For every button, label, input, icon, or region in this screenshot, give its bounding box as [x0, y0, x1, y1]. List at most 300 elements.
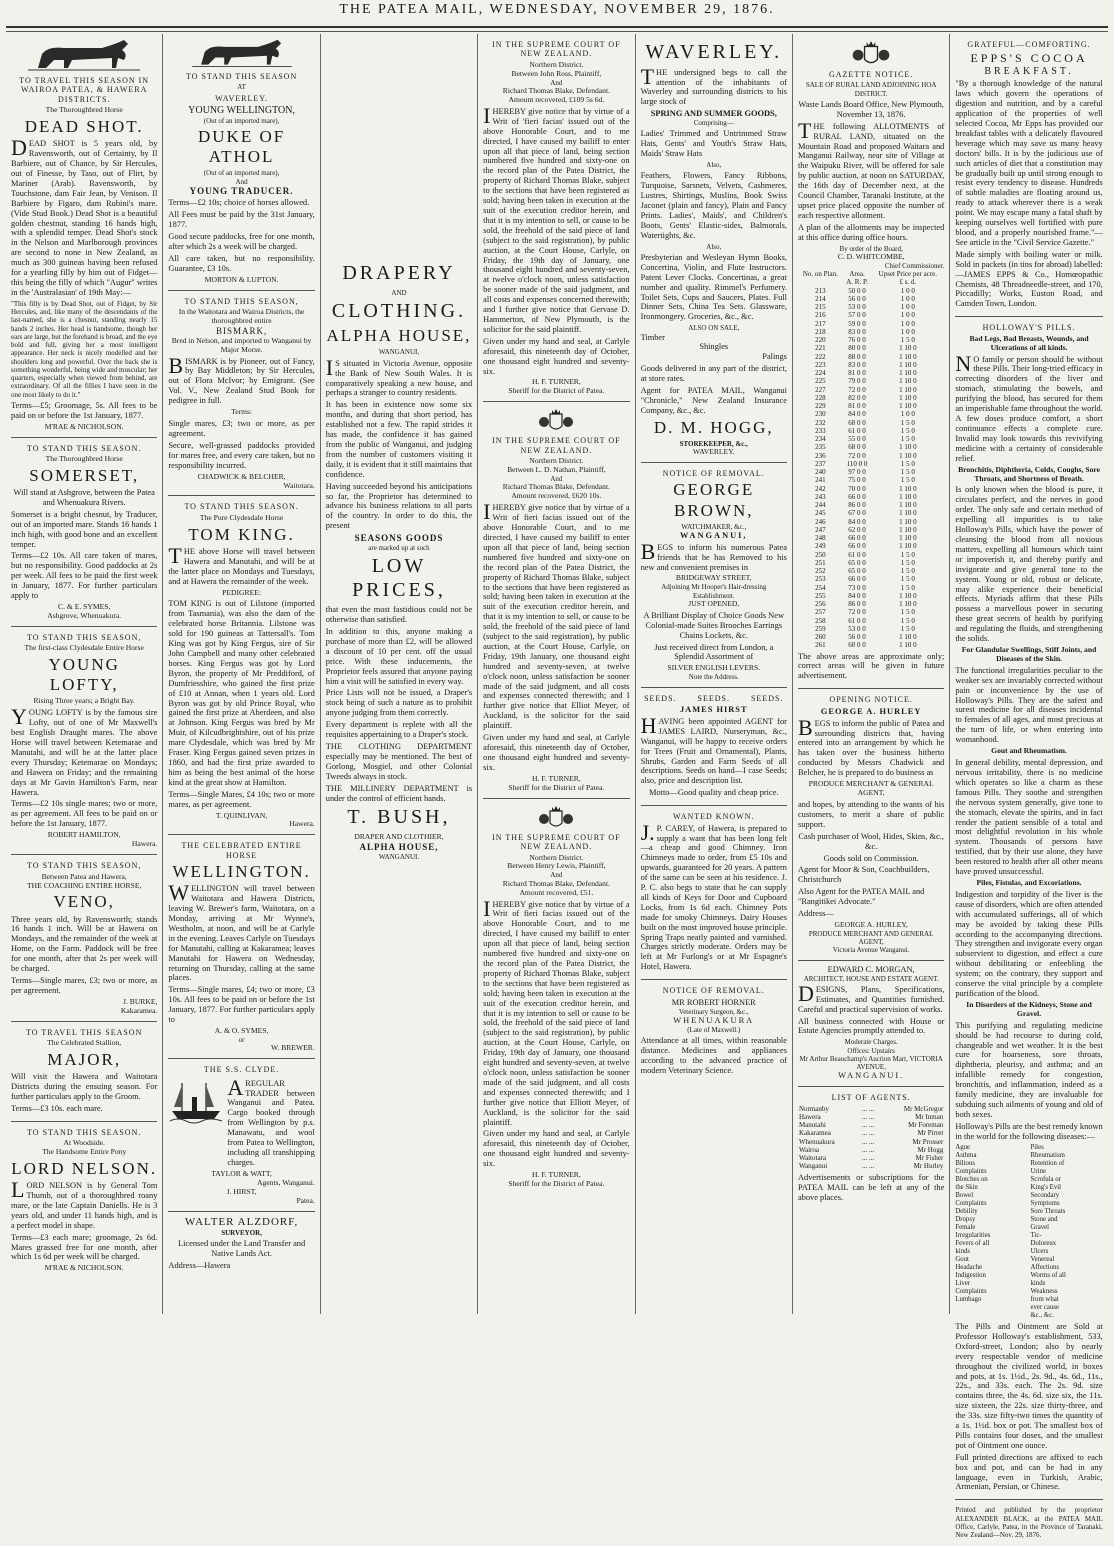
somerset-heading: TO STAND THIS SEASON.	[27, 443, 142, 453]
court-3-heading: IN THE SUPREME COURT OF NEW ZEALAND.	[492, 832, 621, 852]
gazette-body: THE following ALLOTMENTS of RURAL LAND, situated on the Mountain Road and proposed Waitara and Manganui Railway, near site of Village at the Waipuku River, will be offered for sale by public auction, at noon on SATURDAY, the 16th day of December next, at the Council Chamber, Taranaki Institute, at the upset price placed opposite the number of each respective allotment.	[797, 117, 945, 220]
marked-up: are marked up at such	[368, 543, 430, 552]
morgan-body: DESIGNS, Plans, Specifications, Estimates, and Quantities furnished. Careful and practical supervision of works.	[797, 980, 945, 1014]
ad-carey	[641, 806, 787, 980]
court-1-sheriff: Sheriff for the District of Patea.	[508, 386, 605, 396]
lot-number: 220	[815, 336, 826, 345]
steamship-icon	[168, 1077, 224, 1123]
lot-row	[798, 361, 944, 369]
athol-heading: TO STAND THIS SEASON	[185, 72, 298, 81]
court-3-body: IHEREBY give notice that by virtue of a Writ of fieri facias issued out of the above Honorable Court, and to me directed, I have caused my bailiff to enter upon all that piece of land, being section numbered five hundred and sixty-one on the record plan of the Patea District, the property of Richard Thomas Blake, subject to the sections that have been registered as sold; having been taken in execution at the suit of the execution creditor herein, and that it is my intention to sell or cause to be sold, the freehold of the said piece of land (subject to the said registration), by public auction, at the Court House, Carlyle, on Friday, 19th day of January, one thousand eight hundred and seventy-seven, at twelve o'clock noon, unless satisfaction be sooner made of the said judgment, and all costs and expenses connected therewith; and I further give notice that Elliott Meyer, of Auckland, is the solicitor for the said plaintiff.	[483, 895, 630, 1127]
lot-row	[798, 542, 944, 550]
lot-row	[798, 344, 944, 352]
ad-major	[11, 1022, 157, 1122]
morgan-name: EDWARD C. MORGAN,	[827, 964, 915, 974]
lot-price: 1 10 0	[899, 352, 917, 361]
lot-number: 254	[815, 583, 826, 592]
ad-agents	[798, 1087, 944, 1209]
lots-subheader-row	[798, 278, 944, 286]
ad-court-ross	[483, 34, 629, 402]
veno-signature: J. BURKE,	[123, 996, 158, 1006]
hurley-signature-role: PRODUCE MERCHANT AND GENERAL AGENT,	[808, 929, 934, 947]
disease-item: Dropsy	[955, 1215, 976, 1223]
morgan-sub: ARCHITECT, HOUSE AND ESTATE AGENT.	[803, 974, 939, 983]
lot-number: 224	[815, 369, 826, 378]
disease-item: Gout	[955, 1255, 969, 1263]
agent-dots: ... ...	[862, 1154, 875, 1163]
athol-at: AT	[237, 83, 246, 92]
holloway-b5: Indigestion and torpidity of the liver is the cause of disorders, which are often attended with accumulated sufferings, all of which may be avoided by taking these Pills according to the accompanying directions. They strengthen and invigorate every organ subservient to digestion, and effect a cure without debilitating or enfeebling the system; on the contrary, they support and conserve the vital principle by a complete purification of the blood.	[955, 889, 1103, 998]
agents-footnote: Advertisements or subscriptions for the PATEA MAIL can be left at any of the above places.	[797, 1172, 945, 1202]
lot-area: 84 0 0	[848, 591, 866, 600]
lot-price: 1 10 0	[899, 501, 917, 510]
lots-sub-price: £ s. d.	[899, 278, 917, 287]
tomking-heading: TO STAND THIS SEASON.	[184, 502, 299, 512]
holloway-b3: The functional irregularities peculiar to the weaker sex are invariably corrected without pain or inconvenience by the use of Holloway's Pills. They are the safest and surest medicine for all diseases incidental to females of all ages, and most precious at the turn of life, or when entering into womanhood.	[955, 665, 1103, 745]
lots-col-area: Area.	[849, 270, 865, 279]
lot-number: 251	[815, 558, 826, 567]
agent-row	[798, 1113, 944, 1121]
ad-court-lewis	[483, 799, 629, 1194]
court-2-heading: IN THE SUPREME COURT OF NEW ZEALAND.	[492, 436, 621, 455]
court-1-defendant: Richard Thomas Blake, Defendant.	[502, 86, 610, 96]
lot-area: 75 0 0	[848, 476, 866, 485]
lot-price: 1 10 0	[899, 402, 917, 411]
waverley-list-1: Ladies' Trimmed and Untrimmed Straw Hats, Gents' and Youth's Straw Hats, Maids' Straw Hats	[640, 129, 787, 159]
bush-house: ALPHA HOUSE,	[359, 841, 439, 852]
waverley-list-2: Feathers, Flowers, Fancy Ribbons, Turquoise, Sarsnets, Velvets, Cashmeres, Lustres, Shirtings, Muslins, Book Swiss Jaconet (plain and fancy), Plain and Fancy Prints. Ladies', Maids', and Children's Boots, Gents' Elastic-sides, Balmorals, Watertights, &c.	[640, 171, 787, 240]
lot-price: 1 0 0	[900, 303, 915, 312]
agents-heading: LIST OF AGENTS.	[831, 1093, 911, 1103]
lot-price: 1 10 0	[899, 517, 917, 526]
agent-name: Mr Prosser	[912, 1137, 944, 1146]
lot-number: 256	[815, 600, 826, 609]
brown-street: BRIDGEWAY STREET,	[675, 573, 752, 583]
lot-row	[798, 452, 944, 460]
hurley-cash: Cash purchaser of Wool, Hides, Skins, &c., &c.	[798, 831, 944, 851]
court-2-given: Given under my hand and seal, at Carlyle aforesaid, this nineteenth day of October, one thousand eight hundred and seventy-six.	[483, 733, 630, 772]
holloway-disease-list-left	[955, 1144, 1027, 1320]
column-4	[478, 34, 635, 1314]
lot-number: 236	[815, 451, 826, 460]
lot-number: 215	[815, 303, 826, 312]
gazette-signature-role: Chief Commissioner.	[884, 261, 945, 270]
court-3-defendant: Richard Thomas Blake, Defendant.	[502, 878, 610, 888]
column-5	[636, 34, 793, 1314]
athol-place: WAVERLEY.	[215, 93, 269, 103]
lot-row	[798, 386, 944, 394]
court-3-signature: H. F. TURNER,	[531, 1170, 581, 1180]
lot-row	[798, 617, 944, 625]
clyde-place: Patea.	[296, 1195, 315, 1205]
veno-sub: Between Patea and Hawera,	[41, 871, 127, 881]
lot-area: 86 0 0	[848, 501, 866, 510]
agent-row	[798, 1105, 944, 1113]
holloway-b2: Is only known when the blood is pure, it circulates perfect, and the nerves in good order. The only safe and certain method of expelling all impurities is to take Holloway's Pills, which have the power of cleansing the blood from all noxious matters, expelling all humours which taint or impoverish it, and thereby purify and invigorate and give general tone to the system. Young or old, robust or delicate, may alike experience their beneficial effects. Myriads affirm that these Pills possess a marvellous power in securing these great secrets of health by purifying and regulating the fluids, and strengthening the solids.	[955, 485, 1103, 644]
gazette-plan: A plan of the allotments may be inspected at this office during office hours.	[797, 222, 945, 242]
lot-row	[798, 641, 944, 649]
lot-area: 61 0 0	[848, 550, 866, 559]
lot-row	[798, 584, 944, 592]
masthead-rule-thin	[6, 31, 1108, 32]
court-3-district: Northern District.	[529, 852, 584, 862]
lot-row	[798, 476, 944, 484]
agent-name: Mr McGregor	[903, 1104, 944, 1113]
hirst-body: HAVING been appointed AGENT for JAMES LAIRD, Nurseryman, &c., Wanganui, will be happy to receive orders for Trees (Fruit and Ornamental), Plants, Shrubs, Garden and Farm Seeds of all descriptions. Seeds on hand—I case Seeds; also, price and description list.	[640, 712, 787, 786]
holloway-sold: The Pills and Ointment are Sold at Professor Holloway's establishment, 533, Oxford-street, London; also by nearly every respectable vendor of medicine throughout the civilized world, in boxes and pots, at 1s. 1½d., 2s. 9d., 4s. 6d., 11s., 22s., and 33s. each. The 2s. 9d. size contains three, the 4s. 6d. size six, the 11s. size sixteen, the 22s. size thirty-three, and the 33s. size fifty-two times the quantity of a 1s. 1½d. box or pot. The smallest box of Pills contains four doses, and the smallest pot of Ointment one ounce.	[955, 1321, 1103, 1450]
agent-row	[798, 1138, 944, 1146]
court-2-body: IHEREBY give notice that by virtue of a Writ of fieri facias issued out of the above Honorable Court, and to me directed, I have caused my bailiff to enter upon all that piece of land, being section numbered five hundred and sixty-one on the record plan of the Patea District, the property of Richard Thomas Blake, subject to the sections that have been registered as sold; having been taken in execution at the suit of the execution creditor herein, and that it is my intention to sell, or cause to be sold, the freehold of the said piece of land (subject to the said registration), by public auction, at the Court House, Carlyle, on Friday, 19th January, one thousand eight hundred and seventy-seven, at twelve o'clock noon, unless satisfaction be sooner made of the said judgment, and all costs and expenses connected therewith; and I further give notice that Elliot Meyer, of Auckland, is the solicitor for the said plaintiff.	[483, 499, 630, 731]
lot-row	[798, 608, 944, 616]
clothing-heading: CLOTHING.	[331, 299, 467, 322]
disease-item: Ague	[955, 1143, 971, 1151]
lots-sub-number	[798, 278, 843, 286]
disease-item: Ulcers	[1030, 1247, 1049, 1255]
lot-number: 216	[815, 311, 826, 320]
veno-heading: TO STAND THIS SEASON,	[27, 861, 142, 871]
court-2-sheriff: Sheriff for the District of Patea.	[508, 782, 605, 792]
lots-col-number: No. on Plan.	[802, 270, 838, 279]
brown-heading: NOTICE OF REMOVAL.	[662, 469, 765, 479]
veno-terms: Terms—Single mares, £3; two or more, as per agreement.	[11, 975, 158, 995]
lot-price: 1 5 0	[900, 550, 915, 559]
lot-area: 65 0 0	[848, 558, 866, 567]
bismark-signature: CHADWICK & BELCHER,	[197, 471, 286, 481]
ad-hurley	[798, 689, 944, 960]
tomking-pedigree: TOM KING is out of Lilstone (imported from Tasmania), was also the dam of the celebrated horse Britannia. Lilstone was sold for 190 guineas at Tattersall's. Tom King was got by King Fergus, sire of Sir John Campbell and many other celebrated horses. King Fergus was got by Lord Byron, the property of Mr Preddiford, of Dumfriesshire, who gained the first prize of £10 at Annan, when 1 years old. Lord Byron was got by old Prince Royal, who gained the first prize at Aberdeen, and also at Johnson. King Fergus was bred by Mr Muir, of Kilcudbrightshire, out of his prize mare Clydesdale, which was bred by Mr Fraser. King Fergus gained seven prizes in 1860, and had the first prize awarded to him as being the best animal of the horse kind at the great show at Hamilton.	[168, 599, 315, 787]
lot-row	[798, 353, 944, 361]
holloway-h3: For Glandular Swellings, Stiff Joints, and Diseases of the Skin.	[961, 644, 1097, 663]
imprint-box	[955, 1500, 1102, 1546]
royal-crest-icon	[536, 408, 576, 434]
lot-row	[798, 369, 944, 377]
athol-terms: Terms—£2 10s; choice of horses allowed.	[168, 198, 310, 208]
court-2-amount: Amount recovered, £620 10s.	[511, 491, 602, 501]
veno-name: VENO,	[53, 892, 115, 912]
major-terms: Terms—£3 10s. each mare.	[11, 1103, 103, 1113]
lot-row	[798, 625, 944, 633]
lot-price: 1 10 0	[899, 525, 917, 534]
lot-area: 66 0 0	[848, 534, 866, 543]
lots-body	[798, 287, 944, 650]
welly-heading: THE CELEBRATED ENTIRE HORSE	[181, 841, 302, 860]
column-6	[793, 34, 950, 1314]
lofty-body: YOUNG LOFTY is by the famous sire Lofty, out of one of Mr Maxwell's best English Draught mares. The above Horse will travel between Ketemarae and Manutahi, and will be at the latter place every Thursday; Ketemarae on Mondays; and Hawera on Friday; and the remaining days at Mr Gavin Hamilton's Farm, near Hawera.	[11, 704, 158, 797]
lot-price: 1 10 0	[899, 542, 917, 551]
holloway-h4: Gout and Rheumatism.	[991, 746, 1067, 756]
lot-price: 1 10 0	[899, 360, 917, 369]
epps-name: EPPS'S COCOA	[970, 51, 1088, 66]
lot-number: 255	[815, 591, 826, 600]
lot-area: 83 0 0	[848, 360, 866, 369]
lot-number: 261	[815, 641, 826, 650]
court-1-plaintiff: Between John Ross, Plaintiff,	[511, 68, 602, 78]
holloway-disease-list	[955, 1144, 1102, 1320]
lot-area: 79 0 0	[848, 377, 866, 386]
major-name: MAJOR,	[47, 1050, 122, 1070]
court-3-given: Given under my hand and seal, at Carlyle aforesaid, this nineteenth day of October, one thousand eight hundred and seventy-six.	[483, 1129, 630, 1169]
hurley-name: GEORGE A. HURLEY	[820, 706, 922, 716]
court-1-given: Given under my hand and seal, at Carlyle aforesaid, this nineteenth day of October, one thousand eight hundred and seventy-six.	[483, 336, 630, 376]
brown-list: A Brilliant Display of Choice Goods New Colonial-made Suites Brooches Earrings Chains Lockets, &c.	[643, 610, 784, 640]
disease-item: Weakness from what ever cause	[1030, 1287, 1060, 1311]
holloway-directions: Full printed directions are affixed to each box and pot, and can be had in any language, even in Turkish, Arabic, Armenian, Persian, or Chinese.	[955, 1452, 1103, 1492]
lot-number: 241	[815, 476, 826, 485]
court-2-defendant: Richard Thomas Blake, Defendant.	[502, 482, 610, 492]
disease-item: Worms of all kinds	[1030, 1271, 1066, 1287]
drapery-heading: DRAPERY	[342, 262, 456, 284]
agent-place: Normanby	[798, 1104, 829, 1113]
lot-row	[798, 518, 944, 526]
lot-row	[798, 501, 944, 509]
holloway-h6: In Disorders of the Kidneys, Stone and Gravel.	[966, 999, 1092, 1018]
athol-horse-1: YOUNG WELLINGTON,	[188, 105, 295, 117]
lot-row	[798, 377, 944, 385]
lot-price: 1 5 0	[900, 336, 915, 345]
clyde-heading: THE S.S. CLYDE.	[203, 1065, 280, 1075]
dead-shot-body: DEAD SHOT is 5 years old, by Ravensworth, out of Certainty, by Il Barbiere, out of Chance, by Sir Hercules, out of Finesse, by Taso, out of Flirt, by Mariner (Arab). Ravensworth, by Touchstone, dam Fair Jean, by Venison. Il Barbiere by Figaro, dam Rubini's mare. (Vide Stud Book.) Dead Shot is a beautiful golden chestnut, standing 16 hands high, with a splendid temper. Dead Shot's stock in the Nelson and Marlborough provinces are second to none in New Zealand, as much as 300 guineas having been refused for a yearling filly by him out of Fidget—this being the filly of which "Augur" writes in the 'Australasian' of 19th May:—	[11, 135, 158, 297]
brown-received: Just received direct from London, a Splendid Assortment of	[654, 642, 774, 662]
alpha-body-6: Price Lists will not be issued, a Draper's stock being of such a nature as to prohibit anyone judging from them correctly.	[325, 688, 473, 718]
court-2-plaintiff: Between L. D. Nathan, Plaintiff,	[507, 465, 606, 475]
agent-place: Hawera	[798, 1112, 821, 1121]
lot-number: 242	[815, 484, 826, 493]
lot-row	[798, 394, 944, 402]
horse-icon	[187, 38, 297, 70]
lot-number: 230	[815, 410, 826, 419]
lot-price: 1 0 0	[900, 294, 915, 303]
ad-duke-of-athol	[168, 34, 314, 291]
disease-item: Secondary Symptoms	[1030, 1191, 1060, 1207]
disease-item: Lumbago	[955, 1295, 982, 1303]
alpha-house-place: WANGANUI,	[378, 348, 420, 357]
lot-row	[798, 287, 944, 295]
agent-place: Manutahi	[798, 1121, 826, 1130]
waverley-shingles: Shingles	[699, 342, 729, 352]
imprint: Printed and published by the proprietor ALEXANDER BLACK, at the PATEA MAIL Office, Carlyle, Patea, in the Province of Taranaki, New Zealand—Nov. 29, 1876.	[955, 1506, 1103, 1540]
lot-number: 227	[815, 385, 826, 394]
agent-name: Mr Foreman	[908, 1121, 944, 1130]
bismark-heading: TO STAND THIS SEASON,	[184, 296, 299, 306]
lot-area: 81 0 0	[848, 402, 866, 411]
clyde-signature-1-role: Agents, Wanganui.	[257, 1177, 315, 1187]
columns	[6, 34, 1108, 1540]
tomking-pedigree-heading: PEDIGREE:	[222, 587, 261, 597]
lot-number: 217	[815, 319, 826, 328]
hurley-signature-address: Victoria Avenue Wanganui.	[832, 946, 910, 955]
somerset-location: Will stand at Ashgrove, between the Patea and Whenuakura Rivers.	[13, 488, 155, 507]
lot-price: 1 10 0	[899, 633, 917, 642]
court-3-and: And	[550, 871, 563, 880]
lot-price: 1 5 0	[900, 616, 915, 625]
holloway-h2: Bronchitis, Diphtheria, Colds, Coughs, Sore Throats, and Shortness of Breath.	[958, 464, 1100, 483]
nelson-body: LORD NELSON is by General Tom Thumb, out of a thoroughbred roany mare, or the late Captain Daniells. He is 3 years old, and under 11 hands high, and is a perfect model in shape.	[11, 1177, 158, 1230]
lot-price: 1 10 0	[899, 344, 917, 353]
hurley-heading: OPENING NOTICE.	[829, 695, 913, 705]
carey-heading: WANTED KNOWN.	[673, 812, 755, 822]
lot-row	[798, 526, 944, 534]
gazette-signature: C. D. WHITCOMBE,	[837, 251, 905, 261]
column-1	[6, 34, 163, 1314]
athol-fees: All Fees must be paid by the 31st January, 1877.	[168, 210, 315, 230]
disease-item: Asthma	[955, 1151, 977, 1159]
lot-number: 223	[815, 360, 826, 369]
brown-name: GEORGE BROWN,	[673, 480, 755, 520]
disease-item: Liver Complaints	[955, 1279, 987, 1295]
lot-price: 1 5 0	[900, 575, 915, 584]
lot-row	[798, 551, 944, 559]
ad-dead-shot	[11, 34, 157, 438]
horse-icon	[24, 38, 144, 74]
horner-place: WHENUAKURA	[673, 1015, 755, 1025]
ad-ss-clyde	[168, 1059, 314, 1211]
agent-dots: ... ...	[862, 1162, 875, 1171]
court-1-amount: Amount recovered, £109 5s 6d.	[508, 94, 605, 104]
court-1-signature: H. F. TURNER,	[531, 377, 581, 387]
carey-body: J.P. CAREY, of Hawera, is prepared to supply a want that has been long felt—a cheap and good Chimney. Iron Chimneys made to order, from £5 10s and upwards, guaranteed for 20 years. A pattern of the same can be seen at his residence. J. P. C. also begs to state that he can supply all kinds of Keys for Door and Cupboard Locks, from 1s 6d each. Chimney Pots made for smoky Chimneys. Dairy Houses built on the most improved house principle. Spring Traps neatly painted and varnished. Charges strictly moderate. Orders may be left at Mr Furlong's or at Mr Espagne's Hotel, Hawera.	[640, 819, 787, 972]
lot-row	[798, 460, 944, 468]
hurley-agent-1: Agent for Moor & Son, Coachbuilders, Christchurch	[797, 865, 930, 885]
athol-horse-2-sub: (Out of an imported mare),	[203, 169, 280, 178]
gazette-heading: GAZETTE NOTICE.	[828, 70, 914, 79]
hurley-signature: GEORGE A. HURLEY,	[834, 919, 908, 929]
column-7	[950, 34, 1107, 1540]
lot-area: 88 0 0	[848, 352, 866, 361]
lot-area: 86 0 0	[848, 600, 866, 609]
lot-area: 66 0 0	[848, 492, 866, 501]
column-3	[321, 34, 478, 1314]
disease-item: Venereal Affections	[1030, 1255, 1060, 1271]
hurley-body-2: and hopes, by attending to the wants of his customers, to merit a share of public support.	[797, 799, 945, 829]
hirst-motto: Motto—Good quality and cheap price.	[648, 788, 779, 798]
court-1-district: Northern District.	[529, 59, 584, 69]
lot-row	[798, 592, 944, 600]
alpha-body-4: that even the most fastidious could not be otherwise than satisfied.	[325, 605, 473, 625]
lot-area: 55 0 0	[848, 435, 866, 444]
agent-place: Whenuakura	[798, 1137, 835, 1146]
bismark-grass: Secure, well-grassed paddocks provided for mares free, and every care taken, but no responsibility incurred.	[168, 440, 315, 470]
lots-header-row	[798, 270, 944, 278]
nelson-heading: TO STAND THIS SEASON.	[27, 1127, 142, 1137]
ad-veno	[11, 855, 157, 1022]
lot-area: 59 0 0	[848, 319, 866, 328]
waverley-timber: Timber	[640, 332, 665, 342]
lofty-sub: The first-class Clydesdale Entire Horse	[24, 643, 144, 653]
clyde-signature-1: TAYLOR & WATT,	[211, 1168, 272, 1178]
lot-price: 1 5 0	[900, 608, 915, 617]
hurley-commission: Goods sold on Commission.	[823, 853, 919, 863]
bush-name: T. BUSH,	[347, 806, 451, 829]
hurley-body: BEGS to inform the public of Patea and surrounding districts that, having entered into an arrangement by which he has taken over the business hitherto conducted by Messrs Chadwick and Belcher, he is prepared to do business as	[797, 714, 945, 778]
somerset-terms: Terms—£2 10s. All care taken of mares, but no responsibility. Good paddocks at 2s per week. All fees to be paid the first week in January, 1877. For further particulars apply to	[11, 551, 158, 601]
lot-number: 222	[815, 352, 826, 361]
brown-silver: SILVER ENGLISH LEVERS.	[667, 663, 761, 673]
disease-item: Rheumatism	[1030, 1151, 1065, 1159]
bismark-terms-heading: Terms:	[231, 407, 253, 417]
ad-alpha-house	[326, 34, 472, 866]
masthead: THE PATEA MAIL, WEDNESDAY, NOVEMBER 29, 1876.	[339, 2, 775, 17]
athol-horse-3: YOUNG TRADUCER.	[189, 185, 294, 196]
disease-item: Blotches on the Skin	[955, 1175, 988, 1191]
column-2	[163, 34, 320, 1314]
lot-row	[798, 534, 944, 542]
lot-number: 253	[815, 575, 826, 584]
disease-item: Indigestion	[955, 1271, 986, 1279]
bismark-body: BISMARK is by Pioneer, out of Fancy, by Bay Middleton; by Sir Hercules, out of Flora McIvor; by Emigrant. (See Vol. V., New Zealand Stud Book for pedigree in full.	[168, 352, 315, 406]
lot-price: 1 10 0	[899, 509, 917, 518]
bismark-place: Waitotara.	[283, 480, 315, 490]
dead-shot-heading: TO TRAVEL THIS SEASON IN WAIROA PATEA, & HAWERA DISTRICTS.	[19, 76, 150, 104]
bush-sub: DRAPER AND CLOTHIER,	[354, 832, 444, 841]
court-3-plaintiff: Between Henry Lewis, Plaintiff,	[507, 861, 606, 871]
bismark-sub2: Bred in Nelson, and imported to Wanganui by Major Morse.	[171, 335, 312, 354]
agent-dots: ... ...	[862, 1129, 875, 1138]
court-1-and: And	[550, 78, 563, 87]
veno-place: Kakaramea.	[120, 1005, 158, 1015]
tomking-place: Hawera.	[289, 819, 315, 829]
alzdorf-body: Licensed under the Land Transfer and Native Lands Act.	[177, 1238, 306, 1258]
epps-body-2: Made simply with boiling water or milk. Sold in packets (in tins for abroad) labelled:—JAMES EPPS & Co., Homœopathic Chemists, 48 Threadneedle-street, and 170, Piccadilly; Works, Euston Road, and Camden Town, London.	[955, 249, 1103, 309]
lot-area: 84 0 0	[848, 410, 866, 419]
holloway-disease-list-right	[1031, 1144, 1103, 1320]
lot-area: 61 0 0	[848, 426, 866, 435]
lot-price: 1 5 0	[900, 435, 915, 444]
agent-name: Mr Hurley	[913, 1162, 944, 1171]
lot-area: 68 0 0	[848, 443, 866, 452]
lot-row	[798, 633, 944, 641]
court-2-and: And	[550, 475, 563, 484]
lot-area: 56 0 0	[848, 294, 866, 303]
lot-area: 57 0 0	[848, 311, 866, 320]
waverley-also-1: Also,	[706, 161, 722, 170]
morgan-place: WANGANUI.	[838, 1071, 905, 1081]
lot-price: 1 10 0	[899, 484, 917, 493]
lot-area: 76 0 0	[848, 336, 866, 345]
ad-george-brown	[641, 463, 787, 688]
lot-price: 1 5 0	[900, 459, 915, 468]
nelson-sub: At Woodside.	[63, 1138, 105, 1148]
lot-price: 1 0 0	[900, 286, 915, 295]
welly-terms: Terms—Single mares, £4; two or more, £3 10s. All fees to be paid on or before the 1st January, 1877. For further particulars apply to	[168, 985, 315, 1025]
tomking-signature: T. QUINLIVAN,	[215, 810, 268, 820]
waverley-comprising: Comprising—	[693, 119, 734, 128]
lot-row	[798, 336, 944, 344]
lot-area: 84 0 0	[848, 517, 866, 526]
disease-item: Piles	[1030, 1143, 1044, 1151]
ad-gazette	[798, 34, 944, 689]
lot-number: 218	[815, 327, 826, 336]
lots-table	[798, 270, 944, 650]
tomking-sub: The Pure Clydesdale Horse	[199, 512, 284, 522]
agent-row	[798, 1162, 944, 1170]
brown-adjoining: Adjoining Mr Hooper's Hair-dressing Establishment.	[661, 583, 767, 600]
hogg-place: WAVERLEY.	[692, 447, 735, 457]
lot-price: 1 10 0	[899, 385, 917, 394]
welly-name: WELLINGTON.	[172, 862, 311, 882]
holloway-list-heading: Holloway's Pills are the best remedy known in the world for the following diseases:—	[955, 1121, 1103, 1141]
lot-price: 1 5 0	[900, 468, 915, 477]
lot-number: 260	[815, 633, 826, 642]
lot-row	[798, 559, 944, 567]
holloway-h5: Piles, Fistulas, and Excoriations.	[976, 877, 1082, 887]
athol-horse-2: DUKE OF ATHOL	[197, 127, 286, 167]
lot-price: 1 0 0	[900, 319, 915, 328]
lot-area: 73 0 0	[848, 583, 866, 592]
lot-area: 53 0 0	[848, 303, 866, 312]
waverley-goods: SPRING AND SUMMER GOODS,	[650, 109, 777, 119]
lot-number: 240	[815, 468, 826, 477]
holloway-b6: This purifying and regulating medicine should be had recourse to during cold, changeable and wet weather. It is the best cure for hoarseness, sore throats, diphtheria, pleurisy, and asthma; and an infallible remedy for congestion, bronchitis, and inflammation, indeed as a family medicine, they are invaluable for subduing such ailments of young and old of both sexes.	[955, 1020, 1103, 1119]
